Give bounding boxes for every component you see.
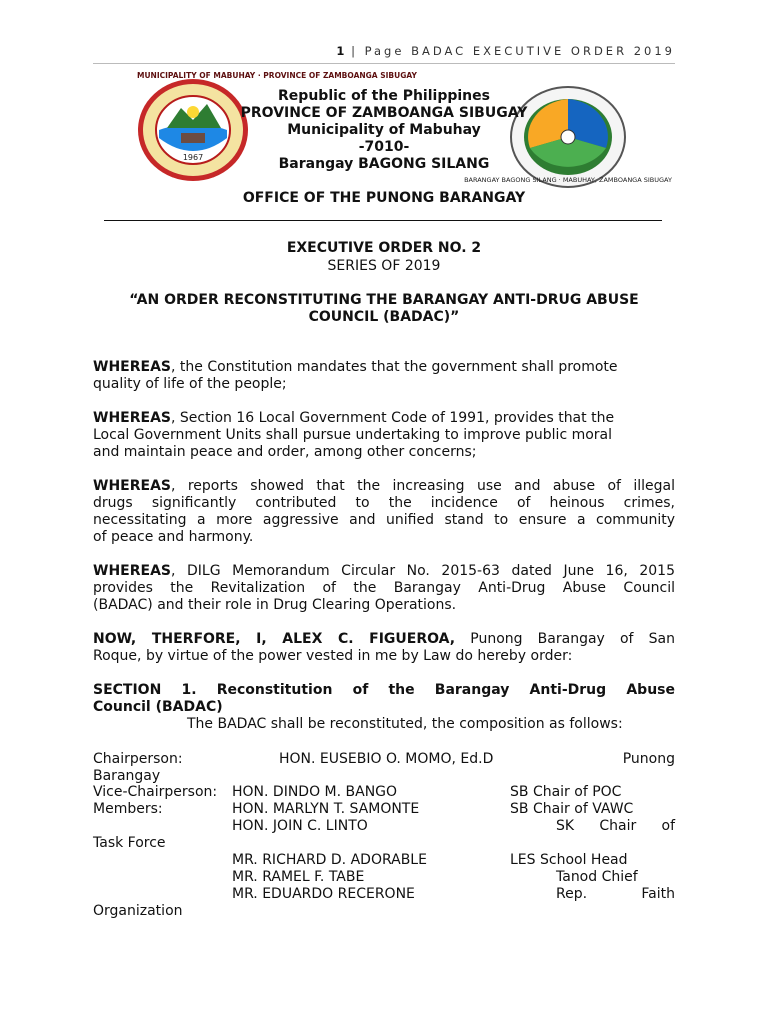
now-therefore-text: Punong Barangay of San	[470, 631, 675, 647]
letterhead-province: PROVINCE OF ZAMBOANGA SIBUGAY	[240, 105, 528, 121]
member-role: Rep. Faith	[556, 886, 675, 902]
whereas-text: provides the Revitalization of the Barangay Anti-Drug Abuse Council	[93, 580, 675, 596]
vice-chairperson-role: SB Chair of POC	[510, 784, 622, 800]
now-therefore-clause	[93, 631, 675, 665]
members-label: Members:	[93, 801, 163, 817]
chairperson-name: HON. EUSEBIO O. MOMO, Ed.D	[279, 751, 494, 767]
whereas-lead: WHEREAS	[93, 359, 171, 375]
whereas-lead: WHEREAS	[93, 563, 171, 579]
left-seal-text: MUNICIPALITY OF MABUHAY · PROVINCE OF ZAMBOANGA SIBUGAY	[137, 71, 417, 80]
whereas-text: Local Government Units shall pursue undertaking to improve public moral	[93, 427, 613, 443]
member-role: SK Chair of	[556, 818, 675, 834]
letterhead-municipality: Municipality of Mabuhay	[287, 122, 481, 138]
order-title-line1: “AN ORDER RECONSTITUTING THE BARANGAY ANTI-DRUG ABUSE	[129, 292, 639, 308]
whereas-text: the Constitution mandates that the government shall promote	[179, 359, 618, 375]
chairperson-label: Chairperson:	[93, 751, 183, 767]
whereas-lead: WHEREAS	[93, 478, 171, 494]
member-role: Tanod Chief	[556, 869, 638, 885]
whereas-text: DILG Memorandum Circular No. 2015-63 dated June 16, 2015	[187, 563, 675, 579]
whereas-clause-3: WHEREAS, reports showed that the increasing use and abuse of illegal drugs significantly contributed to the incidence of heinous crimes, necessitating a more aggressive and unified stand to ensure a community of peace and harmony.	[93, 478, 675, 545]
section-1-heading-line1: SECTION 1. Reconstitution of the Barangay Anti-Drug Abuse	[93, 682, 675, 698]
whereas-text: and maintain peace and order, among other concerns;	[93, 444, 477, 460]
page-number: 1	[336, 44, 345, 58]
whereas-text: (BADAC) and their role in Drug Clearing Operations.	[93, 597, 457, 613]
whereas-text: reports showed that the increasing use and abuse of illegal	[187, 478, 675, 494]
order-series: SERIES OF 2019	[327, 258, 441, 274]
page-header	[300, 44, 675, 58]
office-title: OFFICE OF THE PUNONG BARANGAY	[242, 190, 526, 206]
member-role: SB Chair of VAWC	[510, 801, 634, 817]
letterhead-rule	[104, 220, 662, 221]
member-name: MR. RAMEL F. TABE	[232, 869, 365, 885]
page-header-separator: |	[351, 44, 358, 58]
section-1-heading-line2: Council (BADAC)	[93, 699, 223, 715]
whereas-text: necessitating a more aggressive and unified stand to ensure a community	[93, 512, 675, 528]
whereas-text: quality of life of the people;	[93, 376, 287, 392]
whereas-clause-4: WHEREAS, DILG Memorandum Circular No. 2015-63 dated June 16, 2015 provides the Revitalization of the Barangay Anti-Drug Abuse Council (BADAC) and their role in Drug Clearing Operations.	[93, 563, 675, 613]
member-name: HON. JOIN C. LINTO	[232, 818, 368, 834]
whereas-text: of peace and harmony.	[93, 529, 254, 545]
whereas-clause-2: WHEREAS, Section 16 Local Government Code of 1991, provides that the Local Government Units shall pursue undertaking to improve public moral and maintain peace and order, among other concerns;	[93, 410, 675, 461]
whereas-text: Section 16 Local Government Code of 1991, provides that the	[179, 410, 615, 426]
right-seal-text: BARANGAY BAGONG SILANG · MABUHAY, ZAMBOANGA SIBUGAY	[464, 176, 672, 184]
letterhead-republic: Republic of the Philippines	[278, 88, 490, 104]
whereas-lead: WHEREAS	[93, 410, 171, 426]
order-title-line2: COUNCIL (BADAC)”	[308, 309, 460, 325]
header-divider	[93, 63, 675, 64]
now-therefore-lead: NOW, THERFORE, I, ALEX C. FIGUEROA,	[93, 631, 456, 647]
member-role: LES School Head	[510, 852, 628, 868]
chairperson-role-wrap: Barangay	[93, 768, 161, 784]
member-name: MR. EDUARDO RECERONE	[232, 886, 415, 902]
whereas-clause-1: WHEREAS, the Constitution mandates that the government shall promote quality of life of the people;	[93, 359, 675, 393]
member-name: MR. RICHARD D. ADORABLE	[232, 852, 427, 868]
member-name: HON. MARLYN T. SAMONTE	[232, 801, 420, 817]
letterhead-barangay: Barangay BAGONG SILANG	[278, 156, 490, 172]
whereas-text: drugs significantly contributed to the incidence of heinous crimes,	[93, 495, 675, 511]
member-role-wrap: Organization	[93, 903, 183, 919]
section-1-heading	[93, 682, 675, 716]
section-1-intro: The BADAC shall be reconstituted, the composition as follows:	[187, 716, 623, 732]
member-role-wrap: Task Force	[93, 835, 166, 851]
vice-chairperson-name: HON. DINDO M. BANGO	[232, 784, 398, 800]
vice-chairperson-label: Vice-Chairperson:	[93, 784, 218, 800]
chairperson-role: Punong	[622, 751, 675, 767]
order-number: EXECUTIVE ORDER NO. 2	[286, 240, 482, 256]
letterhead-zip: -7010-	[358, 139, 410, 155]
left-seal-year: 1967	[182, 153, 204, 162]
now-therefore-text: Roque, by virtue of the power vested in me by Law do hereby order:	[93, 648, 573, 664]
page-header-text: Page BADAC EXECUTIVE ORDER 2019	[364, 44, 675, 58]
